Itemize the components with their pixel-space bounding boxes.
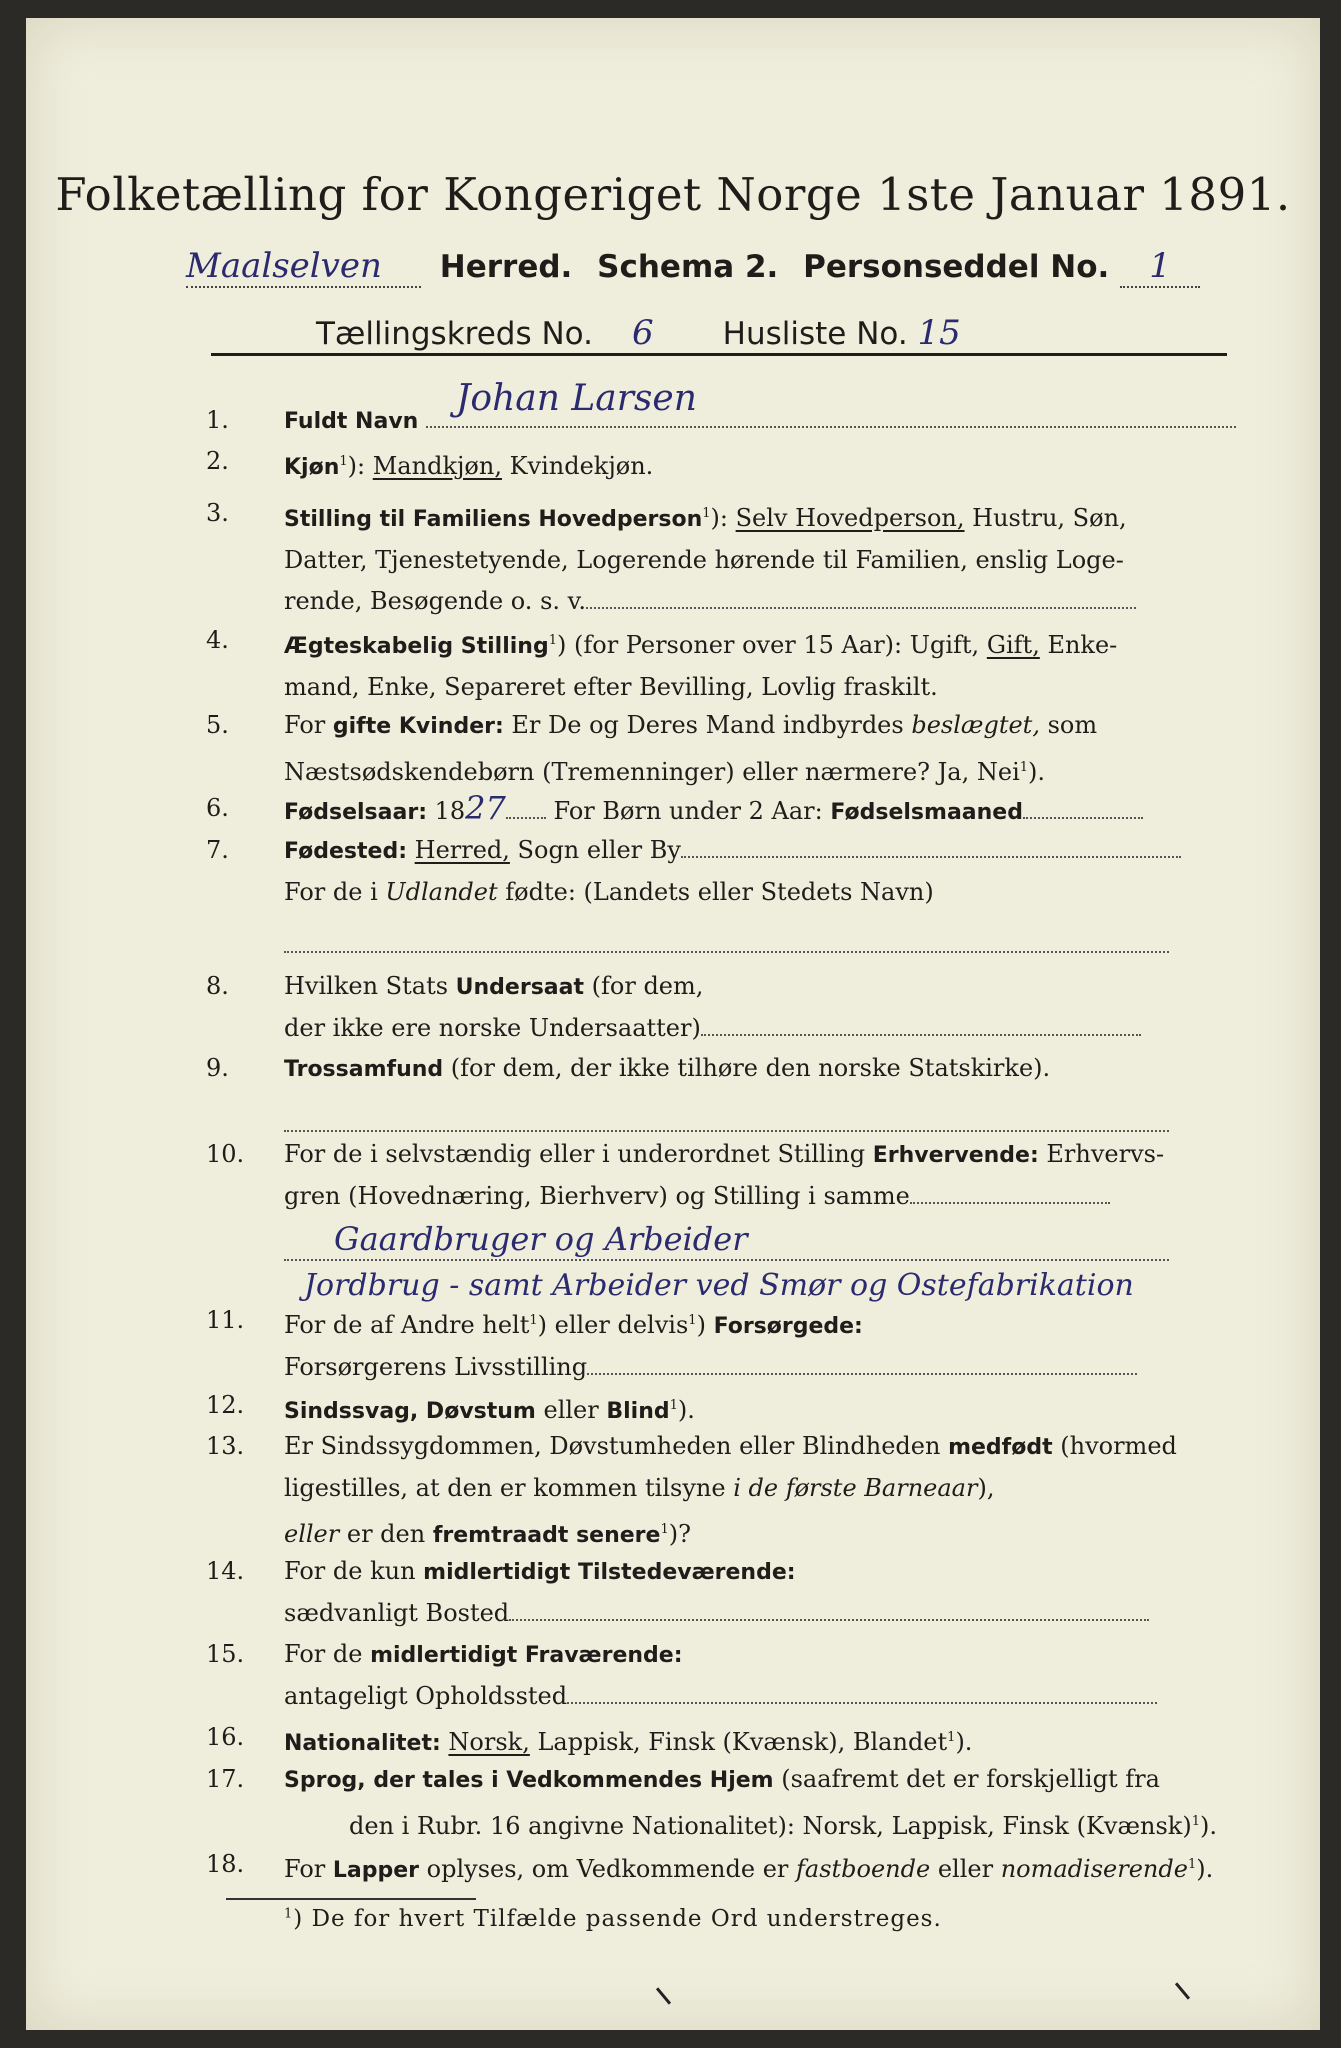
kreds-label: Tællingskreds No. [316, 316, 593, 352]
selected-option: Mandkjøn, [372, 452, 502, 480]
personseddel-value: 1 [1120, 246, 1200, 288]
herred-label: Herred. [439, 249, 573, 285]
field-label: Fuldt Navn [284, 409, 419, 434]
husliste-label: Husliste No. [722, 316, 908, 352]
schema-label: Schema 2. [597, 249, 779, 285]
margin-mark [656, 1987, 671, 2004]
header-row-herred [186, 246, 1236, 302]
footnote-divider [226, 1898, 476, 1900]
full-name-value: Johan Larsen [455, 378, 697, 419]
personseddel-label: Personseddel No. [803, 249, 1110, 285]
selected-option: Selv Hovedperson, [735, 504, 965, 532]
kreds-value: 6 [603, 313, 683, 355]
husliste-value: 15 [918, 313, 988, 355]
occupation-line-2: Jordbrug - samt Arbeider ved Smør og Ostefabrikation [304, 1268, 1134, 1303]
selected-option: Norsk, [448, 1728, 530, 1756]
birth-year-value: 27 [465, 789, 506, 827]
item-number: 1. [206, 406, 229, 434]
census-form-page: Folketælling for Kongeriget Norge 1ste Januar 1891. Maalselven Herred. Schema 2. Personseddel No. 1 Tællingskreds No. 6 Husliste No. 15 1. Fuldt Navn Johan Larsen 2. Kjøn$^1$): Mandkjøn, Kvindekjøn. 3. Stilling til Familiens Hovedperson$^1$): Selv Hovedperson, Hustru, Søn, Datter, Tjenestetyende, Logerende hørende til Familien, enslig Loge- rende, Besøgende o. s. v. 4. Ægteskabelig Stilling$^1$) (for Personer over 15 Aar): Ugift, Gift, Enke- mand, Enke, Separeret efter Bevilling, Lovlig fraskilt. 5. For gifte Kvinder: Er De og Deres Mand indbyrdes beslægtet, som Næstsødskendebørn (Tremenninger) eller nærmere? Ja, Nei$^1$). 6. Fødselsaar: 1827 For Børn under 2 Aar: Fødselsmaaned 7. Fødested: Herred, Sogn eller By For de i Udlandet fødte: (Landets eller Stedets Navn) 8. Hvilken Stats Undersaat (for dem, der ikke ere norske Undersaatter) 9. Trossamfund (for dem, der ikke tilhøre den norske Statskirke). 10. For de i selvstændig eller i underordnet Stilling Erhvervende: Erhvervs- gren (Hovednæring, Bierhverv) og Stilling i samme Gaardbruger og Arbeider Jordbrug - samt Arbeider ved Smør og Ostefabrikation 11. For de af Andre helt$^1$) eller delvis$^1$) Forsørgede: Forsørgerens Livsstilling 12. Sindssvag, Døvstum eller Blind$^1$). 13. Er Sindssygdommen, Døvstumheden eller Blindheden medfødt (hvormed ligestilles, at den er kommen tilsyne i de første Barneaar), eller er den fremtraadt senere$^1$)? 14. For de kun midlertidigt Tilstedeværende: sædvanligt Bosted 15. For de midlertidigt Fraværende: antageligt Opholdssted 16. Nationalitet: Norsk, Lappisk, Finsk (Kvænsk), Blandet$^1$). 17. Sprog, der tales i Vedkommendes Hjem (saafremt det er forskjelligt fra den i Rubr. 16 angivne Nationalitet): Norsk, Lappisk, Finsk (Kvænsk)$^1$). 18. For Lapper oplyses, om Vedkommende er fastboende eller nomadiserende$^1$). $^1$) De for hvert Tilfælde passende Ord understreges. [26, 18, 1320, 2030]
selected-option: Gift, [986, 631, 1040, 659]
herred-value: Maalselven [186, 246, 421, 288]
form-title: Folketælling for Kongeriget Norge 1ste Januar 1891. [55, 168, 1291, 221]
occupation-line-1: Gaardbruger og Arbeider [334, 1220, 748, 1258]
header-divider [211, 353, 1227, 356]
margin-mark [1175, 1982, 1190, 1999]
footnote: $^1$) De for hvert Tilfælde passende Ord understreges. [284, 1906, 942, 1932]
selected-option: Herred, [414, 836, 510, 864]
